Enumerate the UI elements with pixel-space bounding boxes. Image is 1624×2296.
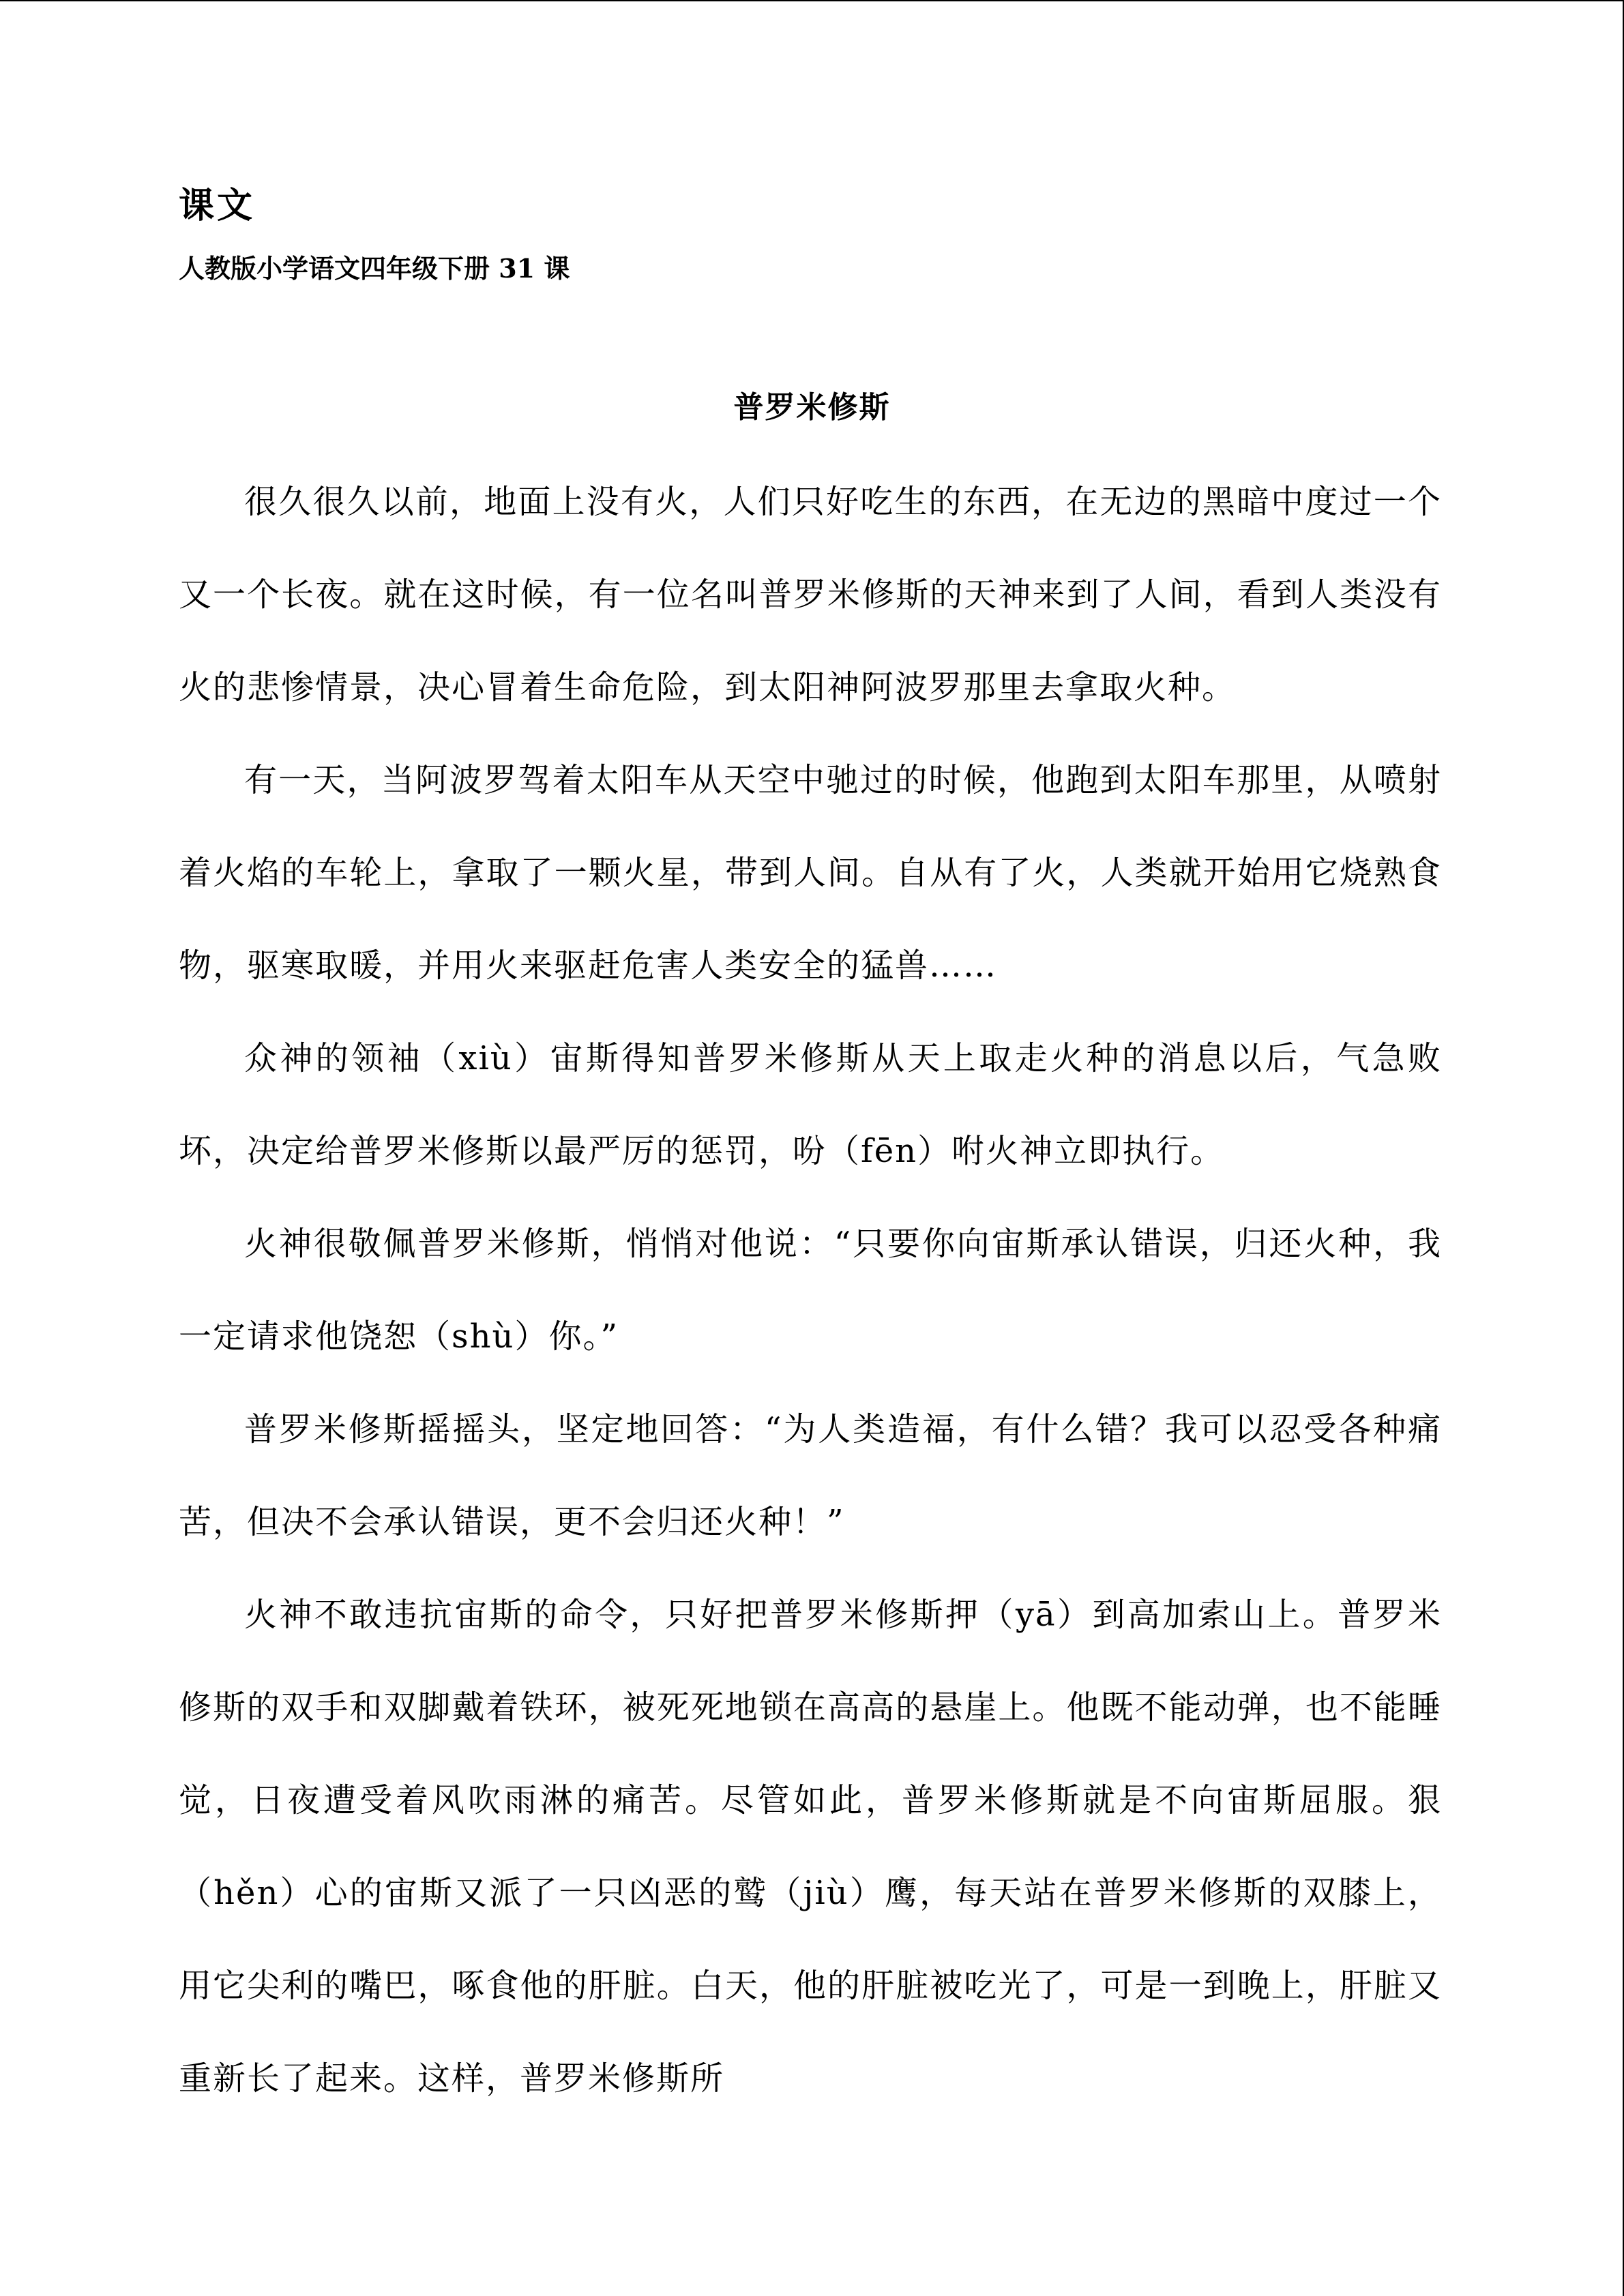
paragraph: 火神很敬佩普罗米修斯，悄悄对他说：“只要你向宙斯承认错误，归还火种，我一定请求他饶恕（shù）你。” [179, 1225, 1442, 1356]
paragraph: 有一天，当阿波罗驾着太阳车从天空中驰过的时候，他跑到太阳车那里，从喷射着火焰的车轮上，拿取了一颗火星，带到人间。自从有了火，人类就开始用它烧熟食物，驱寒取暖，并用火来驱赶危害人类安全的猛兽…… [179, 761, 1442, 985]
section-label: 课文 [179, 185, 256, 226]
paragraph: 普罗米修斯摇摇头，坚定地回答：“为人类造福，有什么错？我可以忍受各种痛苦，但决不会承认错误，更不会归还火种！” [179, 1410, 1442, 1541]
paragraph: 很久很久以前，地面上没有火，人们只好吃生的东西，在无边的黑暗中度过一个又一个长夜。就在这时候，有一位名叫普罗米修斯的天神来到了人间，看到人类没有火的悲惨情景，决心冒着生命危险，到太阳神阿波罗那里去拿取火种。 [179, 483, 1442, 706]
paragraph: 众神的领袖（xiù）宙斯得知普罗米修斯从天上取走火种的消息以后，气急败坏，决定给普罗米修斯以最严厉的惩罚，吩（fēn）咐火神立即执行。 [179, 1039, 1442, 1170]
article-title: 普罗米修斯 [733, 390, 891, 425]
article-body [179, 456, 1442, 2125]
paragraph: 火神不敢违抗宙斯的命令，只好把普罗米修斯押（yā）到高加索山上。普罗米修斯的双手和双脚戴着铁环，被死死地锁在高高的悬崖上。他既不能动弹，也不能睡觉，日夜遭受着风吹雨淋的痛苦。尽管如此，普罗米修斯就是不向宙斯屈服。狠（hěn）心的宙斯又派了一只凶恶的鹫（jiù）鹰，每天站在普罗米修斯的双膝上，用它尖利的嘴巴，啄食他的肝脏。白天，他的肝脏被吃光了，可是一到晚上，肝脏又重新长了起来。这样，普罗米修斯所 [179, 1596, 1442, 2098]
textbook-subtitle: 人教版小学语文四年级下册 31 课 [179, 253, 570, 284]
